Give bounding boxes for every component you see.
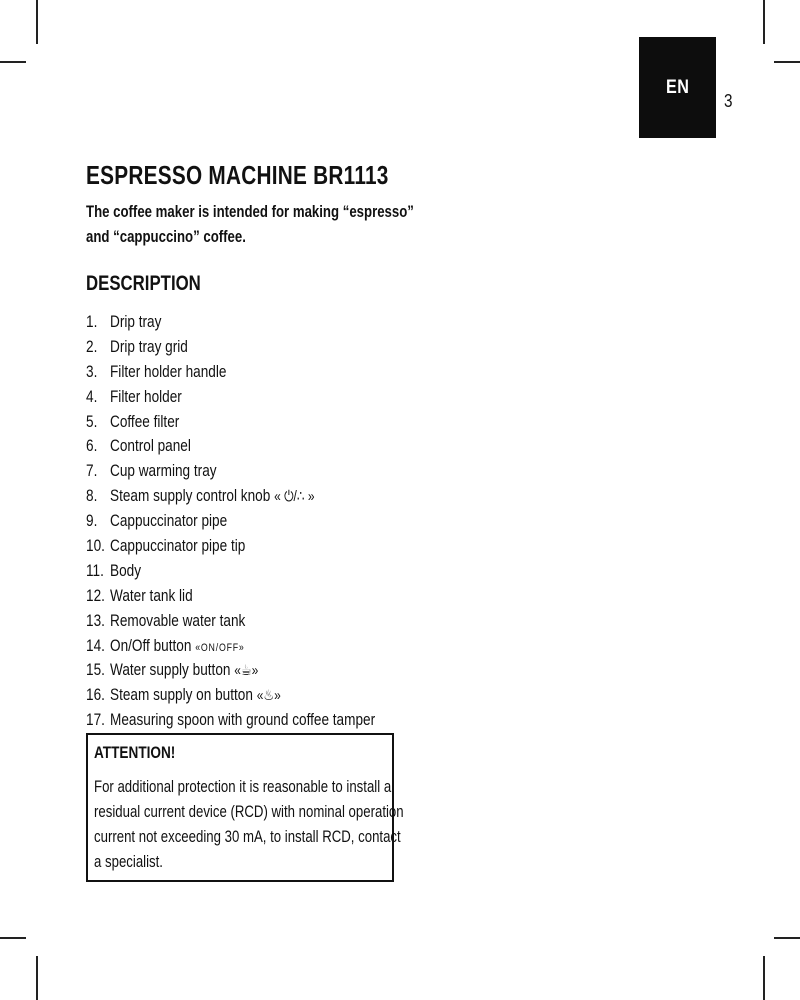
item-label: Water tank lid — [110, 585, 193, 605]
crop-mark — [763, 956, 765, 1000]
item-label: Steam supply on button — [110, 685, 253, 705]
list-item — [86, 434, 406, 459]
document-content — [86, 158, 414, 733]
item-text — [110, 360, 226, 385]
crop-mark — [774, 61, 800, 63]
item-number: 9. — [86, 511, 98, 531]
item-label: Drip tray grid — [110, 336, 188, 356]
attention-line: current not exceeding 30 mA, to install RCD, contact — [94, 828, 401, 846]
intro-line: The coffee maker is intended for making “espresso” — [86, 203, 414, 221]
item-label: Drip tray — [110, 312, 162, 331]
item-number: 17. — [86, 710, 105, 730]
list-item — [86, 385, 406, 410]
item-number: 8. — [86, 486, 98, 506]
intro-line: and “cappuccino” coffee. — [86, 228, 246, 246]
language-tab — [639, 37, 716, 138]
item-number: 1. — [86, 312, 98, 331]
item-number: 13. — [86, 610, 105, 630]
crop-mark — [774, 937, 800, 939]
list-item — [86, 559, 406, 584]
item-number: 2. — [86, 336, 98, 356]
item-label: Removable water tank — [110, 610, 246, 630]
crop-mark — [763, 0, 765, 44]
list-item — [86, 310, 406, 335]
item-text — [110, 484, 315, 510]
item-label: Cup warming tray — [110, 461, 217, 481]
attention-box — [86, 733, 404, 882]
attention-title — [94, 741, 392, 767]
attention-line: a specialist. — [94, 853, 163, 871]
description-list — [86, 310, 406, 733]
item-label: Filter holder — [110, 386, 182, 406]
crop-mark — [0, 61, 26, 63]
item-text — [110, 584, 193, 609]
crop-mark — [36, 0, 38, 44]
list-item — [86, 335, 406, 360]
item-number: 6. — [86, 436, 98, 456]
item-number: 5. — [86, 411, 98, 431]
steam-knob-icon: « ⏻/∴ » — [274, 488, 315, 506]
list-item — [86, 634, 406, 659]
attention-line: residual current device (RCD) with nominal operation — [94, 803, 404, 821]
item-number: 16. — [86, 685, 105, 705]
item-text — [110, 310, 161, 335]
item-label: Cappuccinator pipe tip — [110, 536, 246, 556]
item-number: 11. — [86, 560, 104, 580]
item-number: 15. — [86, 660, 105, 680]
item-text — [110, 509, 227, 534]
attention-body — [94, 775, 404, 875]
list-item — [86, 410, 406, 435]
crop-mark — [0, 937, 26, 939]
item-text — [110, 410, 179, 435]
coffee-cup-icon: «☕» — [234, 662, 259, 680]
item-text — [110, 385, 182, 410]
item-label: Control panel — [110, 436, 191, 456]
item-text — [110, 609, 245, 634]
list-item — [86, 484, 406, 509]
steam-icon: «♨» — [256, 687, 281, 705]
list-item — [86, 609, 406, 634]
attention-title-text: ATTENTION! — [94, 743, 176, 762]
page-number: 3 — [724, 91, 733, 111]
list-item — [86, 509, 406, 534]
item-number: 12. — [86, 585, 105, 605]
item-text — [110, 658, 258, 684]
description-heading: DESCRIPTION — [86, 272, 201, 295]
item-text — [110, 559, 141, 584]
document-title-text: ESPRESSO MACHINE BR1113 — [86, 160, 389, 190]
item-number: 4. — [86, 386, 98, 406]
list-item — [86, 534, 406, 559]
item-label: Body — [110, 560, 141, 580]
item-text — [110, 459, 217, 484]
list-item — [86, 683, 406, 708]
section-heading — [86, 270, 406, 298]
item-text — [110, 335, 188, 360]
list-item — [86, 360, 406, 385]
item-label: Filter holder handle — [110, 361, 227, 381]
list-item — [86, 658, 406, 683]
document-title — [86, 158, 406, 192]
list-item — [86, 459, 406, 484]
on-off-icon: «ON/OFF» — [195, 641, 245, 654]
item-label: Measuring spoon with ground coffee tamper — [110, 710, 376, 730]
item-text — [110, 708, 375, 733]
item-label: Water supply button — [110, 660, 231, 680]
attention-line: For additional protection it is reasonable to install a — [94, 778, 392, 796]
item-label: Cappuccinator pipe — [110, 511, 228, 531]
crop-mark — [36, 956, 38, 1000]
language-label: EN — [665, 76, 690, 98]
intro-paragraph — [86, 200, 414, 250]
item-text — [110, 434, 191, 459]
item-text — [110, 534, 245, 559]
item-label: Coffee filter — [110, 411, 180, 431]
list-item — [86, 584, 406, 609]
item-label: On/Off button — [110, 635, 192, 655]
list-item — [86, 708, 406, 733]
item-number: 7. — [86, 461, 98, 481]
item-number: 14. — [86, 635, 105, 655]
item-text — [110, 634, 245, 661]
item-number: 10. — [86, 536, 105, 556]
item-label: Steam supply control knob — [110, 486, 271, 506]
item-text — [110, 683, 281, 709]
item-number: 3. — [86, 361, 98, 381]
